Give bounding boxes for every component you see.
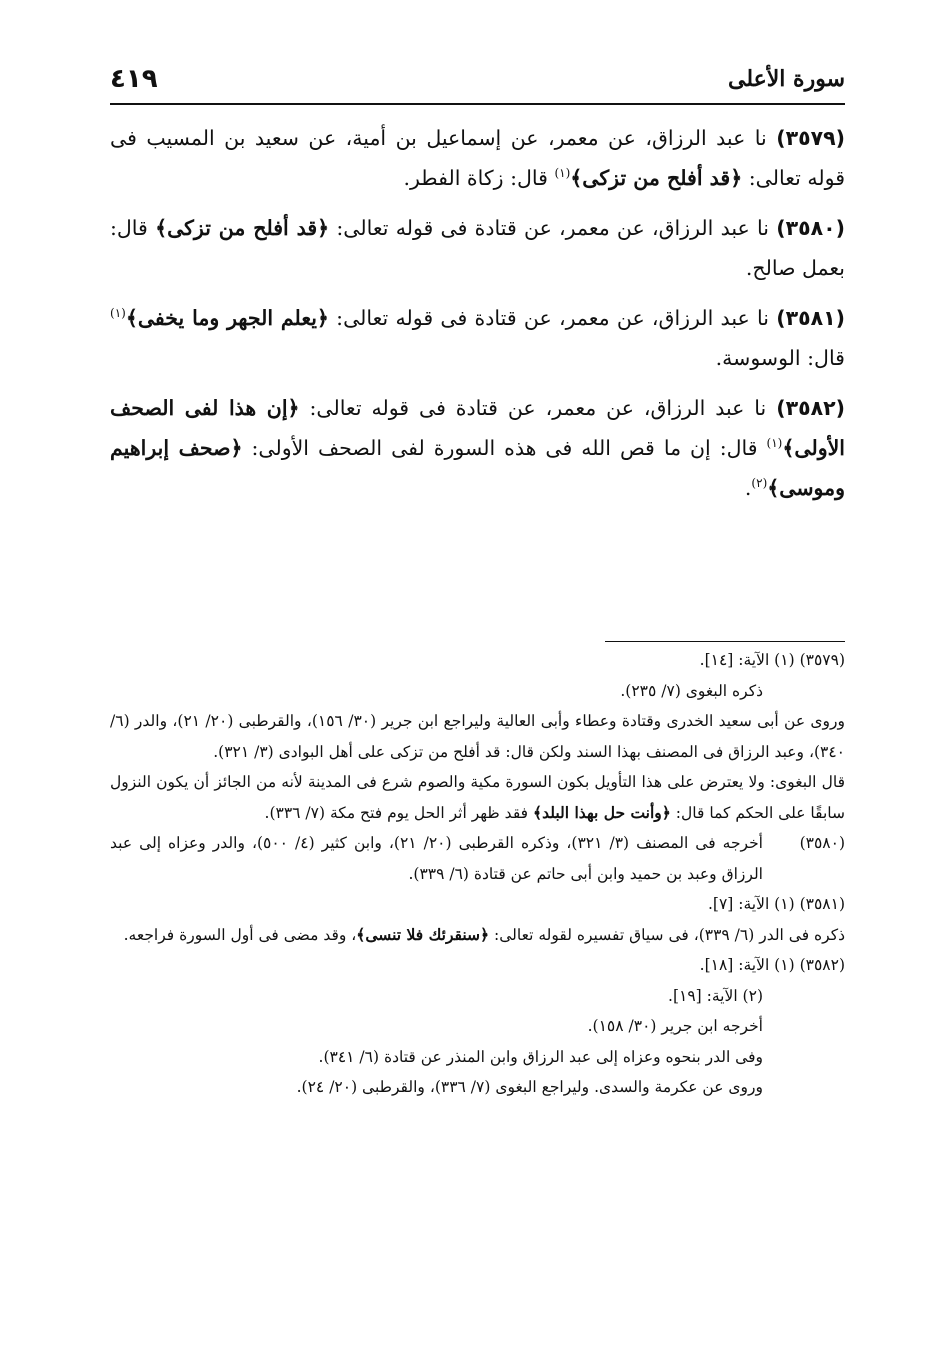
footnote-line: (١) الآية: [٧]. <box>707 895 795 913</box>
quran-verse: ﴿قد أفلح من تزكى﴾ <box>570 166 743 190</box>
quran-verse: ﴿يعلم الجهر وما يخفى﴾ <box>125 306 329 330</box>
footnote-line: أخرجه فى المصنف (٣/ ٣٢١)، وذكره القرطبى (٢٠/ ٢١)، وابن كثير (٤/ ٥٠٠)، والدر وعزاه إلى عبد الرزاق وعبد بن حميد وابن أبى حاتم عن قتادة (٦/ ٣٣٩). <box>110 834 763 883</box>
footnote-paragraph <box>110 767 845 828</box>
header-rule <box>110 103 845 105</box>
entry-text: نا عبد الرزاق، عن معمر، عن قتادة فى قوله تعالى: <box>299 396 777 420</box>
entry-text: قال: زكاة الفطر. <box>403 166 555 190</box>
entry-number: (٣٥٧٩) <box>776 126 845 150</box>
footnote-label: (٣٥٨٠) <box>799 834 845 852</box>
footnote-line: أخرجه ابن جرير (٣٠/ ١٥٨). <box>587 1017 763 1035</box>
quran-verse: ﴿صحف إبراهيم وموسى﴾ <box>110 436 845 500</box>
footnote-line: ذكره فى الدر (٦/ ٣٣٩)، فى سياق تفسيره لقوله تعالى: <box>489 925 845 944</box>
entry-3582 <box>110 388 845 508</box>
quran-verse: ﴿إن هذا لفى الصحف الأولى﴾ <box>110 396 845 460</box>
footnote-ref: (١) <box>110 306 126 321</box>
footnote-line: قال البغوى: ولا يعترض على هذا التأويل بكون السورة مكية والصوم شرع فى المدينة لأنه من الجائز أن يكون النزول سابقًا على الحكم كما قال: <box>110 773 845 822</box>
entry-number: (٣٥٨٢) <box>776 396 845 420</box>
footnote-3582-head <box>110 950 845 981</box>
footnote-ref: (١) <box>554 166 571 181</box>
footnote-separator <box>605 641 845 642</box>
entry-text: نا عبد الرزاق، عن معمر، عن إسماعيل بن أمية، عن سعيد بن المسيب فى قوله تعالى: <box>110 126 845 190</box>
footnote-label: (٣٥٨٢) <box>799 956 845 974</box>
footnote-line: وروى عن عكرمة والسدى. وليراجع البغوى (٧/ ٣٣٦)، والقرطبى (٢٠/ ٢٤). <box>296 1078 763 1096</box>
footnote-3579-head <box>110 645 845 676</box>
entry-text: قال: إن ما قص الله فى هذه السورة لفى الصحف الأولى: <box>242 436 767 460</box>
quran-verse: ﴿سنقرئك فلا تنسى﴾ <box>356 924 490 944</box>
footnote-ref: (٢) <box>751 476 768 491</box>
entry-text: . <box>744 476 752 500</box>
footnote-line: (١) الآية: [١٤]. <box>699 651 795 669</box>
footnote-3581-head <box>110 889 845 920</box>
entry-number: (٣٥٨١) <box>776 306 845 330</box>
footnote-paragraph <box>110 920 845 951</box>
footnote-line: ذكره البغوى (٧/ ٢٣٥). <box>620 681 763 700</box>
footnote-line: ، وقد مضى فى أول السورة فراجعه. <box>123 925 357 944</box>
quran-verse: ﴿وأنت حل بهذا البلد﴾ <box>533 802 671 822</box>
entry-text: نا عبد الرزاق، عن معمر، عن قتادة فى قوله تعالى: <box>329 216 777 240</box>
page-number: ٤١٩ <box>110 64 158 94</box>
page-header <box>110 62 845 102</box>
main-text <box>110 118 845 518</box>
footnote-label: (٣٥٧٩) <box>799 651 845 669</box>
sura-title: سورة الأعلى <box>727 66 845 92</box>
entry-text: قال: بعمل صالح. <box>110 216 845 280</box>
footnote-line: (١) الآية: [١٨]. <box>699 956 795 974</box>
footnote-3580 <box>110 828 845 889</box>
footnote-line: وفى الدر بنحوه وعزاه إلى عبد الرزاق وابن المنذر عن قتادة (٦/ ٣٤١). <box>318 1047 763 1066</box>
entry-3581 <box>110 298 845 378</box>
entry-text: قال: الوسوسة. <box>715 346 845 370</box>
entry-3579 <box>110 118 845 198</box>
footnote-line: (٢) الآية: [١٩]. <box>668 986 763 1005</box>
entry-3580 <box>110 208 845 288</box>
footnote-line: فقد ظهر أثر الحل يوم فتح مكة (٧/ ٣٣٦). <box>264 803 533 822</box>
footnote-ref: (١) <box>766 436 783 451</box>
footnote-line: وروى عن أبى سعيد الخدرى وقتادة وعطاء وأبى العالية وليراجع ابن جرير (٣٠/ ١٥٦)، والقرطبى (٢٠/ ٢١)، والدر (٦/ ٣٤٠)، وعبد الرزاق فى المصنف بهذا السند ولكن قال: قد أفلح من تزكى على أهل البوادى (٣/ ٣٢١). <box>110 712 845 761</box>
quran-verse: ﴿قد أفلح من تزكى﴾ <box>155 216 330 240</box>
entry-text: نا عبد الرزاق، عن معمر، عن قتادة فى قوله تعالى: <box>328 306 777 330</box>
entry-number: (٣٥٨٠) <box>776 216 845 240</box>
footnotes <box>110 645 845 1103</box>
footnote-label: (٣٥٨١) <box>799 895 845 913</box>
